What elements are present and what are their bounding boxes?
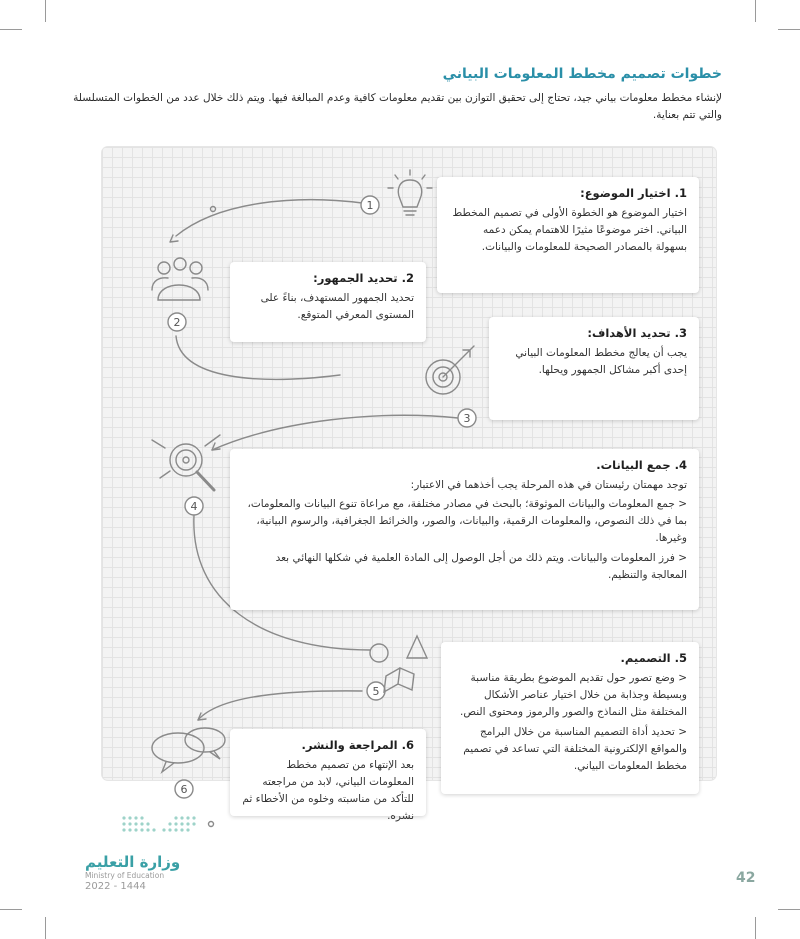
audience-icon xyxy=(152,258,208,300)
step-number-5: 5 xyxy=(372,685,380,698)
step-box-2 xyxy=(230,262,426,342)
step-title: 3. تحديد الأهداف: xyxy=(587,326,687,340)
page-number: 42 xyxy=(736,870,756,886)
target-icon xyxy=(426,346,474,394)
step-title: 5. التصميم. xyxy=(620,651,687,665)
ministry-logo-icon xyxy=(120,810,230,850)
connector-path xyxy=(198,691,362,720)
page-title: خطوات تصميم مخطط المعلومات البياني xyxy=(442,66,722,82)
step-title: 2. تحديد الجمهور: xyxy=(313,271,414,285)
step-bullets xyxy=(453,670,687,775)
ministry-name-arabic: وزارة التعليم xyxy=(85,853,181,871)
step-box-1 xyxy=(437,177,699,293)
step-box-6 xyxy=(230,729,426,822)
step-number-2: 2 xyxy=(173,316,181,329)
step-number-6: 6 xyxy=(180,783,188,796)
step-number-3: 3 xyxy=(463,412,471,425)
intro-paragraph: لإنشاء مخطط معلومات بياني جيد، تحتاج إلى تحقيق التوازن بين تقديم معلومات كافية وعدم المبالغة فيها. ويتم ذلك خلال عدد من الخطوات المتسلسلة والتي تتم بعناية. xyxy=(73,92,722,121)
step-bullet: < جمع المعلومات والبيانات الموثوقة؛ بالبحث في مصادر مختلفة، مع مراعاة تنوع البيانات والمعلومات، بما في ذلك النصوص، والمعلومات الرقمية، والبيانات، والصور، والخرائط الجغرافية، والرسوم البيانية، وغيرها. xyxy=(242,496,687,547)
step-body: بعد الإنتهاء من تصميم مخطط المعلومات البياني، لابد من مراجعته للتأكد من مناسبته وخلوه من الأخطاء ثم نشره. xyxy=(242,759,414,822)
step-number-4: 4 xyxy=(190,500,198,513)
step-box-3 xyxy=(489,317,699,420)
connector-path xyxy=(212,415,458,450)
lightbulb-icon xyxy=(388,170,432,215)
step-body: توجد مهمتان رئيستان في هذه المرحلة يجب أخذهما في الاعتبار: xyxy=(410,479,687,491)
magnifier-icon xyxy=(152,435,220,490)
step-title: 4. جمع البيانات. xyxy=(596,458,687,472)
ministry-name-english: Ministry of Education xyxy=(85,871,165,880)
dot-marker xyxy=(211,207,216,212)
step-title: 1. اختيار الموضوع: xyxy=(580,186,687,200)
step-title: 6. المراجعة والنشر. xyxy=(301,738,414,752)
step-body: تحديد الجمهور المستهدف، بناءً على المستوى المعرفي المتوقع. xyxy=(260,292,414,321)
step-box-5 xyxy=(441,642,699,794)
step-box-4 xyxy=(230,449,699,610)
speech-bubbles-icon xyxy=(152,728,225,772)
step-bullet: < فرز المعلومات والبيانات. ويتم ذلك من أجل الوصول إلى المادة العلمية في شكلها النهائي بعد المعالجة والتنظيم. xyxy=(242,550,687,584)
step-bullet: < وضع تصور حول تقديم الموضوع بطريقة مناسبة وبسيطة وجذابة من خلال اختيار عناصر الأشكال المختلفة مثل النماذج والصور والرموز ومحتوى النص. xyxy=(453,670,687,721)
step-body: اختيار الموضوع هو الخطوة الأولى في تصميم المخطط البياني. اختر موضوعًا مثيرًا للاهتمام يمكن دعمه بسهولة بالمصادر الصحيحة للمعلومات والبيانات. xyxy=(452,207,687,253)
connector-path xyxy=(176,336,340,379)
step-bullet: < تحديد أداة التصميم المناسبة من خلال البرامج والمواقع الإلكترونية المختلفة التي تساعد في تصميم مخطط المعلومات البياني. xyxy=(453,724,687,775)
step-number-1: 1 xyxy=(366,199,374,212)
step-body: يجب أن يعالج مخطط المعلومات البياني إحدى أكبر مشاكل الجمهور ويحلها. xyxy=(515,347,687,376)
step-bullets xyxy=(242,496,687,584)
ministry-year: 2022 - 1444 xyxy=(85,881,146,892)
connector-path xyxy=(176,200,362,236)
